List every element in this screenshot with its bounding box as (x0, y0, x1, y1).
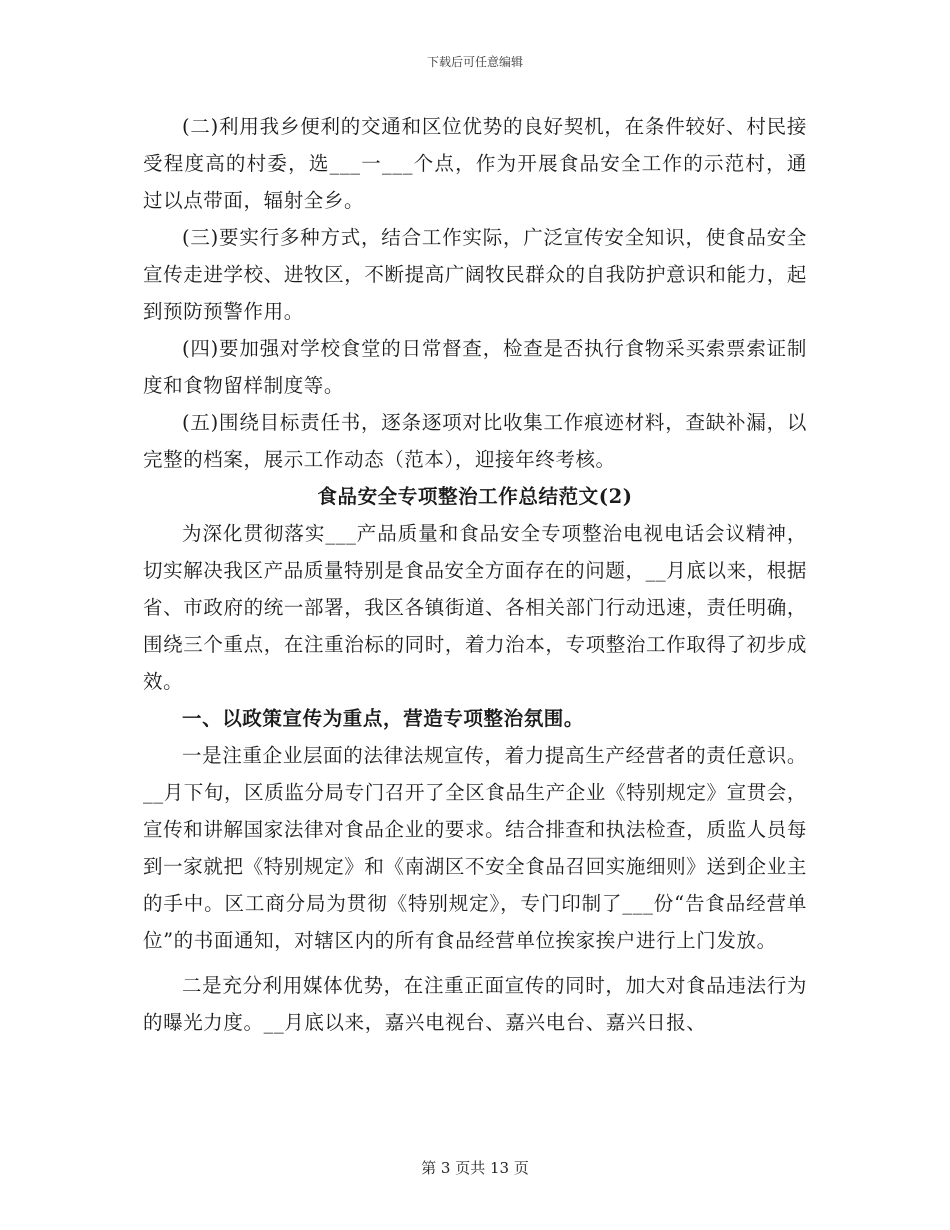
section-heading: 一、以政策宣传为重点，营造专项整治氛围。 (182, 707, 585, 730)
intro-paragraph: 为深化贯彻落实___产品质量和食品安全专项整治电视电话会议精神，切实解决我区产品质量特别是食品安全方面存在的问题，__月底以来，根据省、市政府的统一部署，我区各镇街道、各相关部门行动迅速，责任明确，围绕三个重点，在注重治标的同时，着力治本，专项整治工作取得了初步成效。 (143, 522, 807, 693)
page-footer: 第 3 页共 13 页 (421, 1159, 529, 1177)
section-title: 食品安全专项整治工作总结范文(2) (317, 485, 633, 508)
paragraph: 二是充分利用媒体优势，在注重正面宣传的同时，加大对食品违法行为的曝光力度。__月底以来，嘉兴电视台、嘉兴电台、嘉兴日报、 (143, 974, 807, 1034)
page-header: 下载后可任意编辑 (426, 55, 523, 69)
paragraph: (二)利用我乡便利的交通和区位优势的良好契机，在条件较好、村民接受程度高的村委，选___一___个点，作为开展食品安全工作的示范村，通过以点带面，辐射全乡。 (143, 115, 807, 212)
paragraph: 一是注重企业层面的法律法规宣传，着力提高生产经营者的责任意识。__月下旬，区质监分局专门召开了全区食品生产企业《特别规定》宣贯会，宣传和讲解国家法律对食品企业的要求。结合排查和执法检查，质监人员每到一家就把《特别规定》和《南湖区不安全食品召回实施细则》送到企业主的手中。区工商分局为贯彻《特别规定》，专门印制了___份“告食品经营单位”的书面通知，对辖区内的所有食品经营单位挨家挨户进行上门发放。 (143, 744, 807, 952)
document-body (143, 108, 807, 1041)
paragraph: (四)要加强对学校食堂的日常督查，检查是否执行食物采买索票索证制度和食物留样制度等。 (143, 337, 807, 397)
paragraph: (三)要实行多种方式，结合工作实际，广泛宣传安全知识，使食品安全宣传走进学校、进牧区，不断提高广阔牧民群众的自我防护意识和能力，起到预防预警作用。 (143, 226, 807, 323)
paragraph: (五)围绕目标责任书，逐条逐项对比收集工作痕迹材料，查缺补漏，以完整的档案，展示工作动态（范本），迎接年终考核。 (143, 411, 807, 471)
